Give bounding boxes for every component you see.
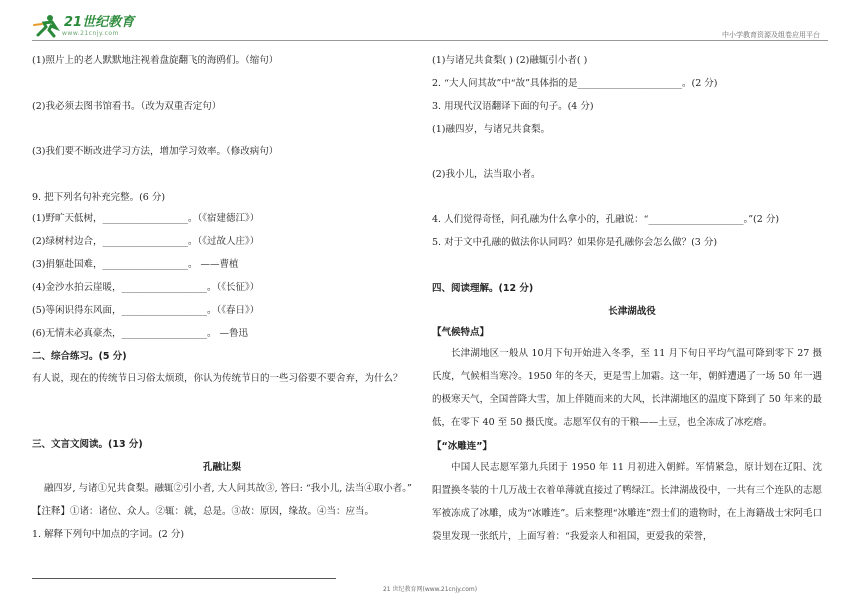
section-heading: 二、综合练习。(5 分): [32, 351, 127, 362]
fill-blank-line: (6)无情未必真豪杰，__________________。 —鲁迅: [32, 328, 248, 339]
runner-logo-icon: [32, 13, 62, 39]
logo-subtext: www.21cnjy.com: [62, 29, 119, 37]
passage-paragraph: 中国人民志愿军第九兵团于 1950 年 11 月初进入朝鲜。军情紧急，原计划在辽阳、沈阳置换冬装的十几万战士衣着单薄就直接过了鸭绿江。长津湖战役中，一共有三个连队的志愿军被冻成了冰雕，成为“冰雕连”。后来整理“冰雕连”烈士们的遗物时，在上海籍战士宋阿毛口袋里发现一张纸片，上面写着：“我爱亲人和祖国，更爱我的荣誉，: [432, 462, 822, 542]
question-heading: 9. 把下列名句补充完整。(6 分): [32, 192, 166, 203]
passage-paragraph: 长津湖地区一般从 10月下旬开始进入冬季，至 11 月下旬日平均气温可降到零下 27 摄氏度，气候相当寒冷。1950 年的冬天，更是雪上加霜。这一年，朝鲜遭遇了一场 50 年一遇的极寒天气，全国普降大雪，加上伴随而来的大风，长津湖地区的温度下降到了 50 年来的最低，在零下 40 至 50 摄氏度。志愿军仅有的干粮——土豆，也全冻成了冰疙瘩。: [432, 348, 822, 428]
footer-text: 21 世纪教育网(www.21cnjy.com): [382, 586, 478, 593]
question-line: (1)与诸兄共食梨( ) (2)融辄引小者( ): [432, 55, 588, 66]
question-line: (3)我们要不断改进学习方法，增加学习效率。（修改病句）: [32, 146, 279, 157]
question-line: 有人说，现在的传统节日习俗太烦琐，你认为传统节日的一些习俗要不要舍弃，为什么？: [32, 373, 403, 384]
question-line: 1. 解释下列句中加点的字词。(2 分): [32, 529, 185, 540]
story-text: 融四岁, 与诸①兄共食梨。融辄②引小者, 大人问其故③, 答曰: “我小儿, 法当④取小者。”: [44, 483, 412, 494]
story-title: 孔融让梨: [202, 462, 241, 473]
header-platform-text: 中小学教育资源及组卷应用平台: [722, 31, 820, 39]
subsection-label: 【“冰雕连”】: [432, 441, 492, 452]
fill-blank-line: (1)野旷天低树，__________________。（《宿建德江》）: [32, 213, 260, 224]
footer-divider: [32, 578, 336, 579]
question-line: (2)我小儿，法当取小者。: [432, 169, 541, 180]
section-heading: 四、阅读理解。(12 分): [432, 283, 534, 294]
fill-blank-line: (5)等闲识得东风面，__________________。（《春日》）: [32, 305, 260, 316]
fill-blank-line: (2)绿树村边合，__________________。（《过故人庄》）: [32, 236, 260, 247]
logo: [32, 13, 134, 39]
question-line: 3. 用现代汉语翻译下面的句子。(4 分): [432, 101, 594, 112]
question-line: 2. “大人问其故”中“故”具体指的是______________________。(2 分): [432, 78, 718, 89]
annotation-line: 【注释】①诸：诸位、众人。②辄：就，总是。③故：原因，缘故。④当：应当。: [32, 506, 375, 517]
fill-blank-line: (4)金沙水拍云崖暖，__________________。（《长征》）: [32, 282, 260, 293]
subsection-label: 【气候特点】: [432, 327, 490, 338]
passage-title: 长津湖战役: [608, 306, 656, 317]
question-line: 4. 人们觉得奇怪，问孔融为什么拿小的，孔融说：“____________________。”(2 分): [432, 214, 780, 225]
question-line: 5. 对于文中孔融的做法你认同吗？如果你是孔融你会怎么做？(3 分): [432, 237, 718, 248]
header-divider: [32, 40, 828, 41]
question-line: (2)我必须去图书馆看书。（改为双重否定句）: [32, 101, 222, 112]
logo-text: 21世纪教育: [64, 14, 135, 30]
question-line: (1)照片上的老人默默地注视着盘旋翻飞的海鸥们。（缩句）: [32, 55, 279, 66]
fill-blank-line: (3)捐躯赴国难，__________________。 ——曹植: [32, 259, 239, 270]
section-heading: 三、文言文阅读。(13 分): [32, 439, 143, 450]
question-line: (1)融四岁，与诸兄共食梨。: [432, 124, 550, 135]
